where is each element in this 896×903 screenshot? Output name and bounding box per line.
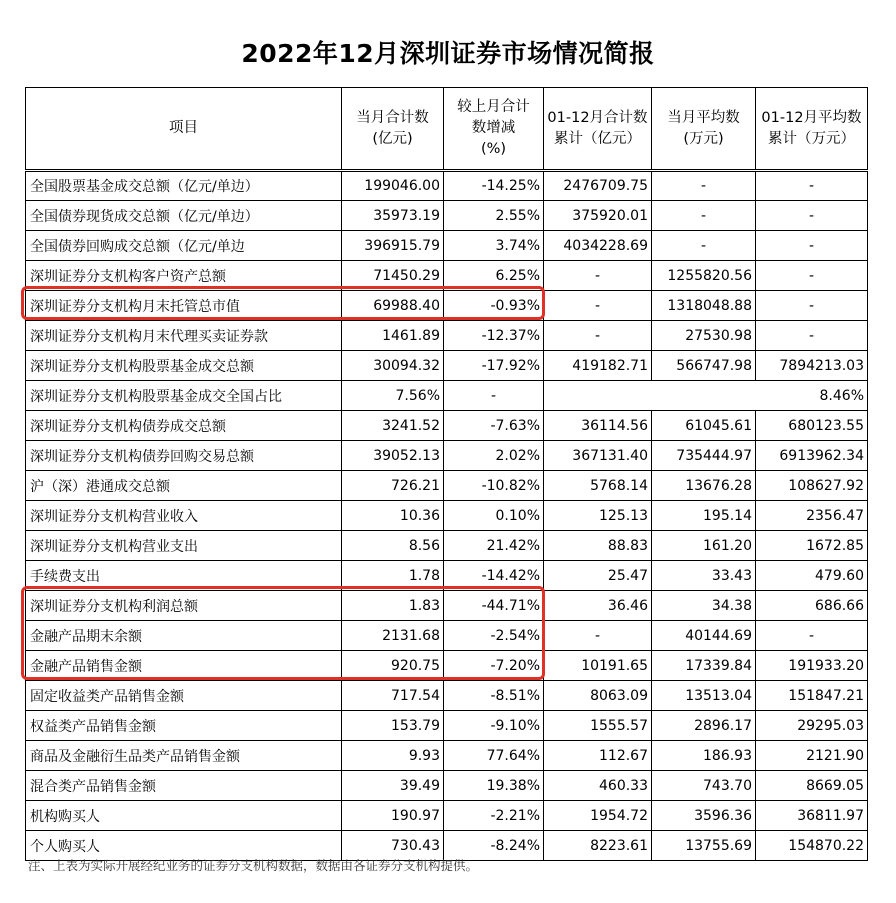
mom-change-cell: -2.21% [444,801,544,831]
item-name-cell: 深圳证券分支机构营业收入 [26,501,342,531]
item-name-cell: 深圳证券分支机构营业支出 [26,531,342,561]
mom-change-cell: 21.42% [444,531,544,561]
month-total-cell: 1.78 [342,561,444,591]
table-row [26,531,868,561]
ytd-avg-cell: 7894213.03 [756,351,868,381]
table-row [26,711,868,741]
mom-change-cell: -44.71% [444,591,544,621]
ytd-total-cell: 88.83 [544,531,652,561]
month-avg-cell: 27530.98 [652,321,756,351]
ytd-total-cell: 36.46 [544,591,652,621]
ytd-avg-cell: 1672.85 [756,531,868,561]
table-row [26,441,868,471]
ytd-total-cell: - [544,291,652,321]
table-row [26,771,868,801]
month-total-cell: 1461.89 [342,321,444,351]
month-avg-cell: 735444.97 [652,441,756,471]
month-avg-cell: - [652,171,756,201]
month-avg-cell: 195.14 [652,501,756,531]
month-avg-cell: 34.38 [652,591,756,621]
ytd-total-cell: 4034228.69 [544,231,652,261]
month-avg-cell: 61045.61 [652,411,756,441]
mom-change-cell: -17.92% [444,351,544,381]
ytd-avg-cell: - [756,321,868,351]
mom-change-cell: -8.51% [444,681,544,711]
item-name-cell: 个人购买人 [26,831,342,861]
month-total-cell: 3241.52 [342,411,444,441]
ytd-total-cell: 125.13 [544,501,652,531]
mom-change-cell: - [444,381,544,411]
report-title: 2022年12月深圳证券市场情况简报 [241,39,655,68]
table-row [26,471,868,501]
ytd-avg-cell: 686.66 [756,591,868,621]
ytd-total-cell: 367131.40 [544,441,652,471]
header-ytd-avg: 01-12月平均数 累计（万元） [756,88,868,171]
table-row [26,261,868,291]
month-total-cell: 153.79 [342,711,444,741]
item-name-cell: 深圳证券分支机构股票基金成交全国占比 [26,381,342,411]
ytd-avg-cell: 154870.22 [756,831,868,861]
item-name-cell: 深圳证券分支机构月末托管总市值 [26,291,342,321]
item-name-cell: 深圳证券分支机构月末代理买卖证券款 [26,321,342,351]
header-mom-change: 较上月合计 数增减 (%) [444,88,544,171]
mom-change-cell: 77.64% [444,741,544,771]
month-total-cell: 726.21 [342,471,444,501]
ytd-avg-cell: 191933.20 [756,651,868,681]
mom-change-cell: 2.02% [444,441,544,471]
month-avg-cell: 161.20 [652,531,756,561]
ytd-total-cell: 5768.14 [544,471,652,501]
table-row [26,801,868,831]
month-total-cell: 920.75 [342,651,444,681]
month-total-cell: 7.56% [342,381,444,411]
ytd-total-cell: 112.67 [544,741,652,771]
month-total-cell: 69988.40 [342,291,444,321]
table-row [26,321,868,351]
ytd-total-cell: 10191.65 [544,651,652,681]
month-total-cell: 1.83 [342,591,444,621]
item-name-cell: 权益类产品销售金额 [26,711,342,741]
header-month-avg: 当月平均数 (万元) [652,88,756,171]
mom-change-cell: 6.25% [444,261,544,291]
ytd-avg-cell: - [756,261,868,291]
mom-change-cell: -12.37% [444,321,544,351]
ytd-total-cell: 419182.71 [544,351,652,381]
table-row [26,621,868,651]
mom-change-cell: 3.74% [444,231,544,261]
ytd-total-cell: 36114.56 [544,411,652,441]
month-avg-cell: 13676.28 [652,471,756,501]
mom-change-cell: -7.20% [444,651,544,681]
table-row [26,591,868,621]
ytd-avg-cell: 29295.03 [756,711,868,741]
ytd-avg-cell: 6913962.34 [756,441,868,471]
item-name-cell: 商品及金融衍生品类产品销售金额 [26,741,342,771]
month-avg-cell: 186.93 [652,741,756,771]
header-month-total: 当月合计数 (亿元) [342,88,444,171]
month-avg-cell: 2896.17 [652,711,756,741]
mom-change-cell: -0.93% [444,291,544,321]
month-total-cell: 730.43 [342,831,444,861]
month-avg-cell: 17339.84 [652,651,756,681]
month-avg-cell: 13513.04 [652,681,756,711]
month-total-cell: 39.49 [342,771,444,801]
ytd-total-cell: 8.46% [544,381,868,411]
footnote: 注、上表为实际开展经纪业务的证券分支机构数据，数据由各证券分支机构提供。 [28,858,479,873]
month-total-cell: 199046.00 [342,171,444,201]
item-name-cell: 机构购买人 [26,801,342,831]
month-total-cell: 9.93 [342,741,444,771]
ytd-avg-cell: 8669.05 [756,771,868,801]
ytd-avg-cell: 2121.90 [756,741,868,771]
mom-change-cell: -10.82% [444,471,544,501]
ytd-avg-cell: 36811.97 [756,801,868,831]
mom-change-cell: 2.55% [444,201,544,231]
table-row [26,501,868,531]
item-name-cell: 全国债券现货成交总额（亿元/单边） [26,201,342,231]
item-name-cell: 深圳证券分支机构债券回购交易总额 [26,441,342,471]
table-row [26,201,868,231]
market-summary-table [25,87,868,861]
ytd-avg-cell: - [756,201,868,231]
mom-change-cell: -7.63% [444,411,544,441]
month-avg-cell: 1318048.88 [652,291,756,321]
month-avg-cell: 1255820.56 [652,261,756,291]
ytd-avg-cell: 680123.55 [756,411,868,441]
ytd-avg-cell: - [756,621,868,651]
header-row [26,88,868,171]
item-name-cell: 全国股票基金成交总额（亿元/单边） [26,171,342,201]
ytd-avg-cell: 151847.21 [756,681,868,711]
ytd-total-cell: 1954.72 [544,801,652,831]
item-name-cell: 深圳证券分支机构债券成交总额 [26,411,342,441]
mom-change-cell: -8.24% [444,831,544,861]
ytd-total-cell: 8223.61 [544,831,652,861]
month-total-cell: 10.36 [342,501,444,531]
ytd-total-cell: 375920.01 [544,201,652,231]
ytd-avg-cell: 2356.47 [756,501,868,531]
month-avg-cell: 33.43 [652,561,756,591]
month-avg-cell: 3596.36 [652,801,756,831]
item-name-cell: 手续费支出 [26,561,342,591]
month-avg-cell: 40144.69 [652,621,756,651]
mom-change-cell: -2.54% [444,621,544,651]
item-name-cell: 深圳证券分支机构客户资产总额 [26,261,342,291]
ytd-total-cell: 25.47 [544,561,652,591]
ytd-total-cell: 460.33 [544,771,652,801]
table-row [26,171,868,201]
mom-change-cell: -9.10% [444,711,544,741]
item-name-cell: 全国债券回购成交总额（亿元/单边 [26,231,342,261]
month-avg-cell: 743.70 [652,771,756,801]
header-ytd-total: 01-12月合计数 累计（亿元） [544,88,652,171]
header-item: 项目 [26,88,342,171]
month-avg-cell: - [652,231,756,261]
table-row [26,351,868,381]
table-row [26,681,868,711]
month-total-cell: 396915.79 [342,231,444,261]
table-row [26,291,868,321]
ytd-total-cell: - [544,321,652,351]
ytd-avg-cell: 108627.92 [756,471,868,501]
item-name-cell: 混合类产品销售金额 [26,771,342,801]
mom-change-cell: -14.25% [444,171,544,201]
ytd-avg-cell: - [756,231,868,261]
table-row [26,231,868,261]
table-row [26,411,868,441]
mom-change-cell: -14.42% [444,561,544,591]
ytd-avg-cell: - [756,291,868,321]
item-name-cell: 金融产品销售金额 [26,651,342,681]
table-row [26,381,868,411]
month-total-cell: 35973.19 [342,201,444,231]
ytd-total-cell: 2476709.75 [544,171,652,201]
ytd-total-cell: 1555.57 [544,711,652,741]
ytd-total-cell: - [544,621,652,651]
month-avg-cell: 566747.98 [652,351,756,381]
ytd-avg-cell: - [756,171,868,201]
ytd-avg-cell: 479.60 [756,561,868,591]
month-total-cell: 190.97 [342,801,444,831]
month-total-cell: 8.56 [342,531,444,561]
item-name-cell: 沪（深）港通成交总额 [26,471,342,501]
month-total-cell: 39052.13 [342,441,444,471]
item-name-cell: 固定收益类产品销售金额 [26,681,342,711]
mom-change-cell: 0.10% [444,501,544,531]
month-total-cell: 717.54 [342,681,444,711]
mom-change-cell: 19.38% [444,771,544,801]
month-total-cell: 30094.32 [342,351,444,381]
table-row [26,651,868,681]
ytd-total-cell: - [544,261,652,291]
month-avg-cell: - [652,201,756,231]
table-row [26,741,868,771]
item-name-cell: 金融产品期末余额 [26,621,342,651]
ytd-total-cell: 8063.09 [544,681,652,711]
month-total-cell: 71450.29 [342,261,444,291]
month-total-cell: 2131.68 [342,621,444,651]
table-row [26,561,868,591]
item-name-cell: 深圳证券分支机构利润总额 [26,591,342,621]
month-avg-cell: 13755.69 [652,831,756,861]
item-name-cell: 深圳证券分支机构股票基金成交总额 [26,351,342,381]
